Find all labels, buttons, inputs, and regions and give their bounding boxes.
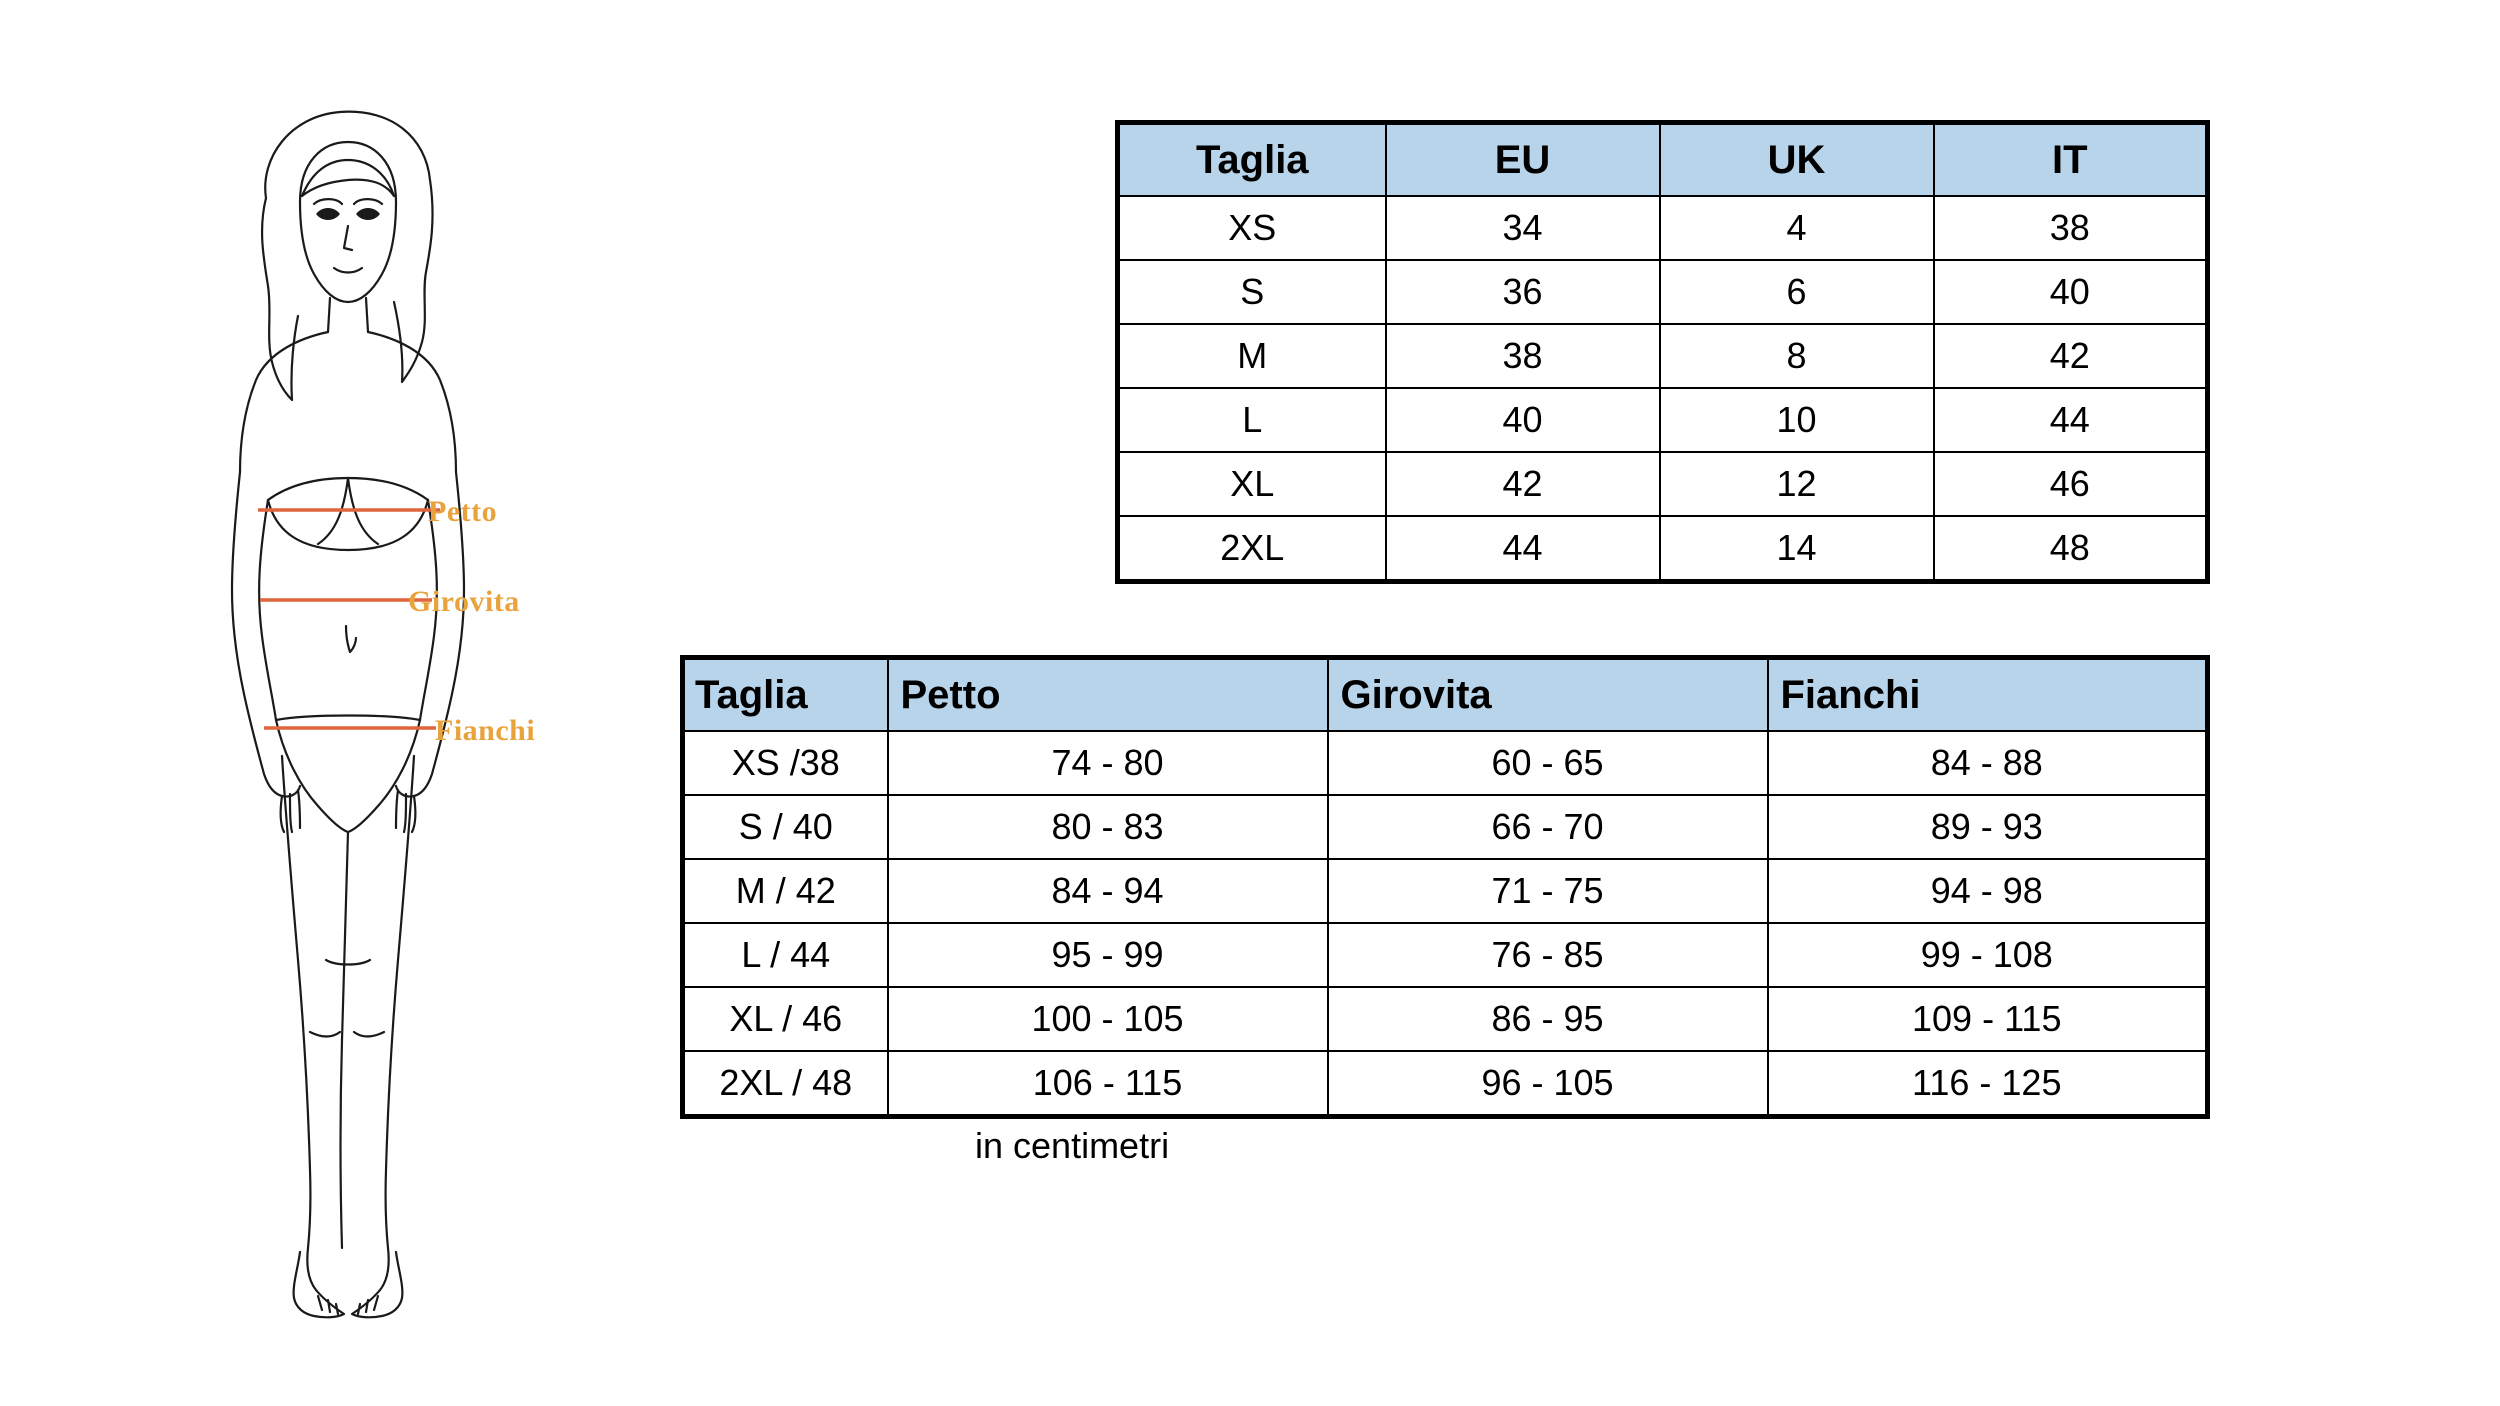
cell-taglia: XL / 46: [683, 987, 888, 1051]
cell-eu: 42: [1386, 452, 1660, 516]
table-row: [683, 1051, 2208, 1117]
cell-eu: 38: [1386, 324, 1660, 388]
girovita-label: Girovita: [408, 585, 520, 618]
cell-it: 48: [1934, 516, 2208, 582]
cell-taglia: 2XL: [1118, 516, 1386, 582]
cell-taglia: XS: [1118, 196, 1386, 260]
cell-taglia: S / 40: [683, 795, 888, 859]
table-row: [1118, 388, 2208, 452]
table-header-row: [1118, 123, 2208, 197]
cell-taglia: XL: [1118, 452, 1386, 516]
cell-uk: 10: [1660, 388, 1934, 452]
body-figure-illustration: [140, 80, 680, 1330]
table-row: [683, 923, 2208, 987]
cell-taglia: M: [1118, 324, 1386, 388]
cell-it: 42: [1934, 324, 2208, 388]
cell-taglia: L / 44: [683, 923, 888, 987]
header-uk: UK: [1660, 123, 1934, 197]
cell-fianchi: 116 - 125: [1768, 1051, 2208, 1117]
table-row: [1118, 196, 2208, 260]
table-row: [1118, 324, 2208, 388]
cell-girovita: 96 - 105: [1328, 1051, 1768, 1117]
table-row: [1118, 260, 2208, 324]
cell-petto: 84 - 94: [888, 859, 1328, 923]
cell-uk: 4: [1660, 196, 1934, 260]
cell-petto: 106 - 115: [888, 1051, 1328, 1117]
cell-uk: 14: [1660, 516, 1934, 582]
cell-it: 40: [1934, 260, 2208, 324]
cell-girovita: 71 - 75: [1328, 859, 1768, 923]
cell-eu: 34: [1386, 196, 1660, 260]
header-petto: Petto: [888, 658, 1328, 732]
cell-it: 44: [1934, 388, 2208, 452]
cell-it: 38: [1934, 196, 2208, 260]
cell-taglia: 2XL / 48: [683, 1051, 888, 1117]
cell-taglia: XS /38: [683, 731, 888, 795]
fianchi-label: Fianchi: [435, 714, 536, 747]
cell-uk: 8: [1660, 324, 1934, 388]
units-note: in centimetri: [975, 1125, 1170, 1166]
table-row: [683, 731, 2208, 795]
cell-petto: 100 - 105: [888, 987, 1328, 1051]
table-row: [1118, 516, 2208, 582]
cell-petto: 80 - 83: [888, 795, 1328, 859]
cell-eu: 40: [1386, 388, 1660, 452]
header-girovita: Girovita: [1328, 658, 1768, 732]
header-eu: EU: [1386, 123, 1660, 197]
header-it: IT: [1934, 123, 2208, 197]
measurement-lines: [258, 510, 440, 728]
table-row: [683, 859, 2208, 923]
petto-label: Petto: [428, 495, 498, 528]
cell-fianchi: 89 - 93: [1768, 795, 2208, 859]
cell-petto: 95 - 99: [888, 923, 1328, 987]
header-taglia: Taglia: [1118, 123, 1386, 197]
table-row: [683, 795, 2208, 859]
cell-fianchi: 84 - 88: [1768, 731, 2208, 795]
header-fianchi: Fianchi: [1768, 658, 2208, 732]
table-row: [1118, 452, 2208, 516]
cell-petto: 74 - 80: [888, 731, 1328, 795]
header-taglia: Taglia: [683, 658, 888, 732]
cell-taglia: L: [1118, 388, 1386, 452]
cell-uk: 6: [1660, 260, 1934, 324]
cell-girovita: 86 - 95: [1328, 987, 1768, 1051]
cell-girovita: 60 - 65: [1328, 731, 1768, 795]
cell-fianchi: 94 - 98: [1768, 859, 2208, 923]
cell-it: 46: [1934, 452, 2208, 516]
cell-girovita: 76 - 85: [1328, 923, 1768, 987]
cell-taglia: S: [1118, 260, 1386, 324]
cell-eu: 36: [1386, 260, 1660, 324]
cell-eu: 44: [1386, 516, 1660, 582]
cell-taglia: M / 42: [683, 859, 888, 923]
cell-girovita: 66 - 70: [1328, 795, 1768, 859]
cell-fianchi: 99 - 108: [1768, 923, 2208, 987]
table-row: [683, 987, 2208, 1051]
size-conversion-table: [1115, 120, 2210, 584]
table-header-row: [683, 658, 2208, 732]
cell-fianchi: 109 - 115: [1768, 987, 2208, 1051]
cell-uk: 12: [1660, 452, 1934, 516]
body-measurements-table: [680, 655, 2210, 1119]
female-body-outline-svg: [140, 80, 680, 1330]
